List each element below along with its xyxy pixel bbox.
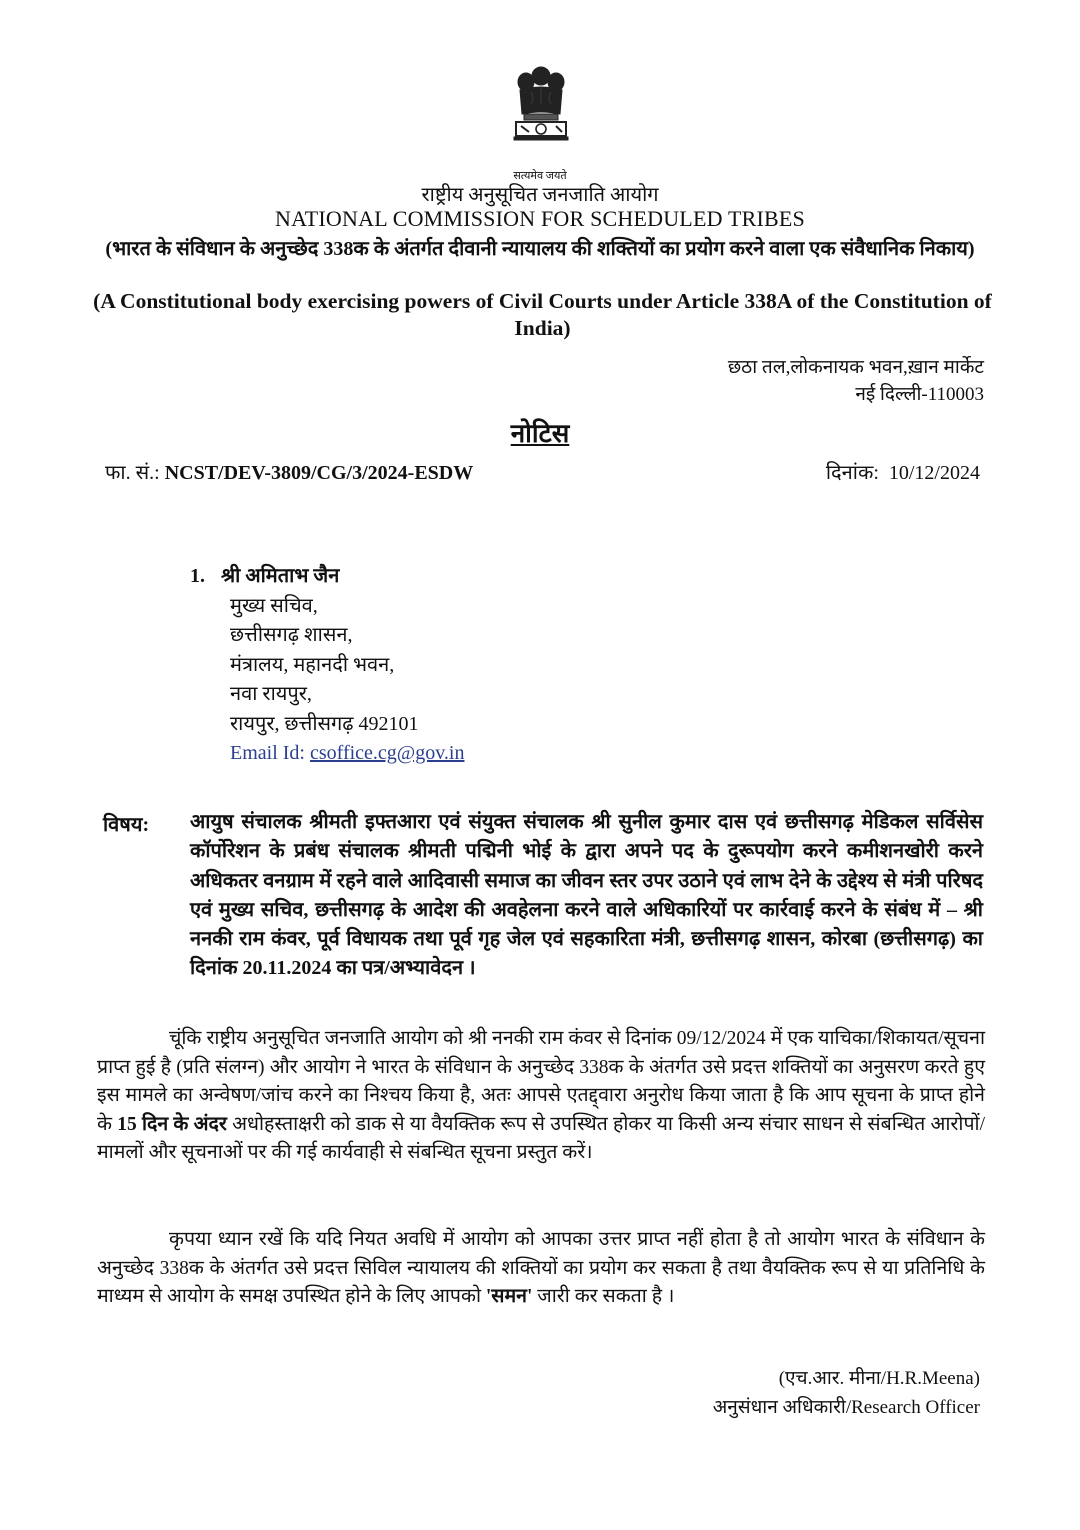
para2-summons: 'समन'	[485, 1286, 533, 1307]
body-paragraph-1	[97, 1025, 985, 1168]
email-link[interactable]: csoffice.cg@gov.in	[309, 742, 465, 764]
notice-title: नोटिस	[510, 419, 570, 448]
emblem-motto: सत्यमेव जयते	[513, 170, 567, 182]
file-number-label: फा. सं.:	[105, 462, 160, 484]
file-number	[105, 458, 473, 485]
recipient-block	[190, 562, 464, 769]
recipient-number: 1.	[190, 565, 205, 587]
recipient-line: मंत्रालय, महानदी भवन,	[230, 653, 395, 676]
subject-text: आयुष संचालक श्रीमती इफ्तआरा एवं संयुक्त संचालक श्री सुनील कुमार दास एवं छत्तीसगढ़ मेडिकल सर्विसेस कॉर्पोरेशन के प्रबंध संचालक श्रीमती पद्मिनी भोई के द्वारा अपने पद के दुरूपयोग करने कमीशनखोरी करने अधिकतर वनग्राम में रहने वाले आदिवासी समाज का जीवन स्तर उपर उठाने एवं लाभ देने के उद्देश्य से मंत्री परिषद एवं मुख्य सचिव, छत्तीसगढ़ के आदेश की अवहेलना करने वाले अधिकारियों पर कार्रवाई करने के संबंध में – श्री ननकी राम कंवर, पूर्व विधायक तथा पूर्व गृह जेल एवं सहकारिता मंत्री, छत्तीसगढ़ शासन, कोरबा (छत्तीसगढ़) का दिनांक 20.11.2024 का पत्र/अभ्यावेदन ।	[190, 811, 983, 980]
para1-text-before: चूंकि राष्ट्रीय अनुसूचित जनजाति आयोग को श्री ननकी राम कंवर से दिनांक 09/12/2024 में एक याचिका/शिकायत/सूचना प्राप्त हुई है (प्रति संलग्न) और आयोग ने भारत के संविधान के अनुच्छेद 338क के अंतर्गत उसे प्रदत्त शक्तियों का अनुसरण करते हुए इस मामले का अन्वेषण/जांच करने का निश्चय किया है, अतः आपसे एतद्द्वारा अनुरोध किया जाता है कि आप सूचना के प्राप्त होने के	[97, 1028, 985, 1135]
recipient-email	[190, 739, 464, 769]
address-line-1: छठा तल,लोकनायक भवन,ख़ान मार्केट	[727, 357, 984, 378]
recipient-name: श्री अमिताभ जैन	[221, 565, 340, 587]
para2-text-after: जारी कर सकता है ।	[537, 1286, 675, 1307]
org-name-hindi: राष्ट्रीय अनुसूचित जनजाति आयोग	[421, 184, 659, 206]
subtitle-hindi: (भारत के संविधान के अनुच्छेद 338क के अंतर्गत दीवानी न्यायालय की शक्तियों का प्रयोग करने वाला एक संवैधानिक निकाय)	[105, 238, 975, 260]
subtitle-english: (A Constitutional body exercising powers of Civil Courts under Article 338A of the Constitution of India)	[93, 289, 992, 340]
email-label: Email Id:	[230, 742, 305, 764]
org-name-english: NATIONAL COMMISSION FOR SCHEDULED TRIBES	[275, 206, 805, 231]
national-emblem-icon	[496, 62, 586, 180]
file-number-value: NCST/DEV-3809/CG/3/2024-ESDW	[164, 462, 474, 484]
date-label: दिनांक:	[825, 462, 879, 484]
recipient-line: छत्तीसगढ़ शासन,	[230, 624, 353, 646]
signature-final	[713, 1364, 980, 1422]
para1-text-after: अधोहस्ताक्षरी को डाक से या वैयक्तिक रूप से उपस्थित होकर या किसी अन्य संचार साधन से संबन्धित आरोपों/मामलों और सूचनाओं पर की गई कार्यवाही से संबन्धित सूचना प्रस्तुत करें।	[97, 1113, 986, 1163]
signatory-designation: अनुसंधान अधिकारी/Research Officer	[712, 1397, 980, 1418]
notice-date	[826, 458, 980, 485]
office-address	[728, 354, 984, 408]
body-paragraph-2	[97, 1226, 985, 1312]
para2-text-before: कृपया ध्यान रखें कि यदि नियत अवधि में आयोग को आपका उत्तर प्राप्त नहीं होता है तो आयोग भारत के संविधान के अनुच्छेद 338क के अंतर्गत उसे प्रदत्त सिविल न्यायालय की शक्तियों का प्रयोग कर सकता है तथा वैयक्तिक रूप से या प्रतिनिधि के माध्यम से आयोग के समक्ष उपस्थित होने के लिए आपको	[97, 1229, 985, 1307]
subject-label: विषय:	[103, 814, 150, 836]
address-line-2: नई दिल्ली-110003	[855, 384, 984, 405]
recipient-line: नवा रायपुर,	[230, 683, 312, 705]
para1-deadline: 15 दिन के अंदर	[117, 1113, 227, 1135]
recipient-line: रायपुर, छत्तीसगढ़ 492101	[230, 712, 419, 735]
signatory-name: (एच.आर. मीना/H.R.Meena)	[778, 1368, 980, 1389]
recipient-line: मुख्य सचिव,	[230, 594, 318, 617]
date-value: 10/12/2024	[888, 462, 980, 484]
